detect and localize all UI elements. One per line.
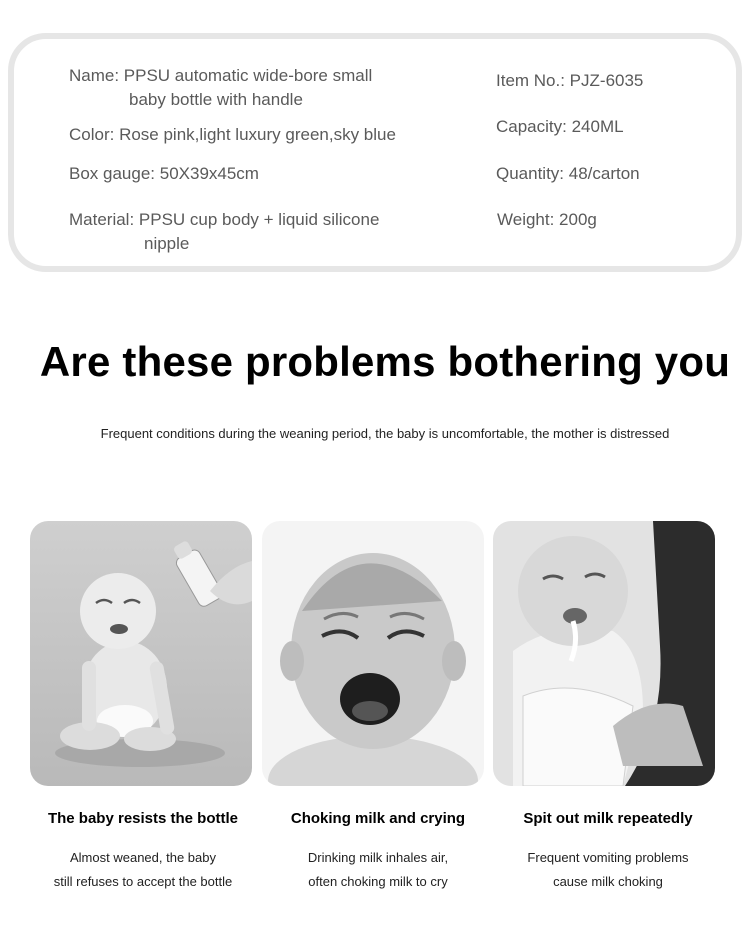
spec-name: [69, 64, 429, 112]
problem-title-choking: Choking milk and crying: [290, 810, 466, 827]
photo-choking-crying: [262, 521, 484, 786]
spec-material-line1: Material: PPSU cup body + liquid silicone: [69, 210, 380, 229]
spec-name-line1: Name: PPSU automatic wide-bore small: [69, 66, 373, 85]
spec-box-gauge: Box gauge: 50X39x45cm: [69, 164, 259, 183]
spec-capacity: Capacity: 240ML: [496, 117, 624, 136]
problem-desc-line: often choking milk to cry: [308, 874, 448, 889]
problem-desc-resists-bottle: [23, 846, 263, 894]
problem-title-resists-bottle: The baby resists the bottle: [47, 810, 239, 827]
spec-name-line2: baby bottle with handle: [129, 90, 303, 109]
spec-material-line2: nipple: [144, 234, 190, 253]
problem-desc-line: cause milk choking: [553, 874, 663, 889]
spec-item-number: Item No.: PJZ-6035: [496, 71, 644, 90]
page-subheadline: Frequent conditions during the weaning period, the baby is uncomfortable, the mother is distressed: [100, 426, 670, 441]
problem-desc-choking: [258, 846, 498, 894]
spec-color: Color: Rose pink,light luxury green,sky blue: [69, 125, 396, 144]
problem-desc-line: Drinking milk inhales air,: [307, 850, 449, 865]
problem-desc-line: still refuses to accept the bottle: [53, 874, 233, 889]
spec-quantity: Quantity: 48/carton: [496, 164, 640, 183]
spec-material: [69, 208, 429, 256]
photo-baby-resists-bottle: [30, 521, 252, 786]
spec-card: [8, 33, 742, 272]
problem-desc-line: Almost weaned, the baby: [70, 850, 216, 865]
problem-title-spit-milk: Spit out milk repeatedly: [523, 810, 693, 827]
problem-desc-spit-milk: [488, 846, 728, 894]
photo-spit-out-milk: [493, 521, 715, 786]
page-headline: Are these problems bothering you: [39, 338, 731, 385]
spec-weight: Weight: 200g: [497, 210, 597, 229]
problem-desc-line: Frequent vomiting problems: [527, 850, 689, 865]
